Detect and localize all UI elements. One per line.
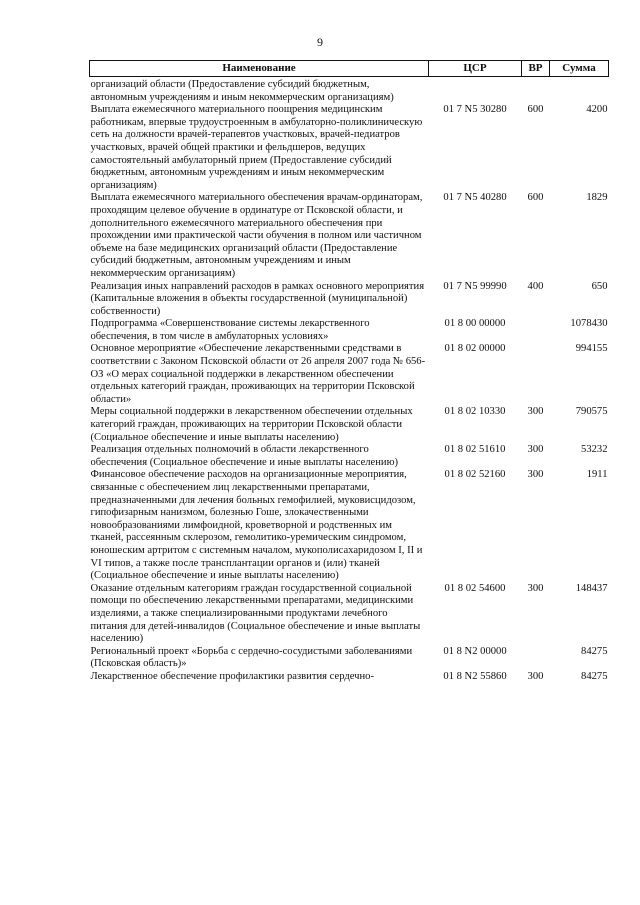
row-vr: 400 [527,280,544,292]
table-row [90,469,609,582]
row-sum: 994155 [575,343,608,355]
table-row [90,444,609,469]
row-name: Региональный проект «Борьба с сердечно-сосудистыми заболеваниями (Псковская область)» [90,645,413,670]
row-csr: 01 8 02 54600 [444,582,506,594]
budget-table [89,60,609,684]
table-row [90,343,609,406]
table-row [90,318,609,343]
row-sum: 1078430 [570,318,608,330]
row-vr: 300 [527,469,544,481]
row-name: Выплата ежемесячного материального обеспечения врачам-ординаторам, проходящим целевое обучение в ординатуре от Псковской области, и дополнительного ежемесячного материального обеспечения при прохождении ими практической части обучения в полном или частичном объеме на базе медицинских организаций области (Предоставление субсидий бюджетным, автономным учреждениям и иным некоммерческим организациям) [90,192,423,279]
column-header-name: Наименование [90,61,429,77]
row-name: Подпрограмма «Совершенствование системы лекарственного обеспечения, в том числе в амбулаторных условиях» [90,318,370,342]
row-vr: 300 [527,406,544,418]
column-header-vr: ВР [522,61,550,77]
row-name: Финансовое обеспечение расходов на организационные мероприятия, связанные с обеспечением лиц лекарственными препаратами, предназначенными для лечения больных гемофилией, муковисцидозом, гипофизарным нанизмом, болезнью Гоше, злокачественными новообразованиями лимфоидной, кроветворной и родственных им тканей, рассеянным склерозом, гемолитико-уремическим синдромом, юношеским артритом с системным началом, мукополисахаридозом I, II и VI типов, а также после трансплантации органов и (или) тканей (Социальное обеспечение и иные выплаты населению) [90,469,423,582]
row-name: Лекарственное обеспечение профилактики развития сердечно- [90,670,375,682]
row-sum: 1829 [586,192,608,204]
row-csr: 01 7 N5 30280 [443,104,507,116]
table-row [90,646,609,671]
row-sum: 84275 [581,670,608,682]
row-sum: 4200 [586,104,608,116]
row-vr [522,77,550,105]
table-row [90,77,609,105]
row-csr: 01 8 00 00000 [444,318,506,330]
row-name: Меры социальной поддержки в лекарственном обеспечении отдельных категорий граждан, проживающих на территории Псковской области (Социальное обеспечение и иные выплаты населению) [90,406,413,443]
table-row [90,671,609,684]
column-header-sum: Сумма [550,61,609,77]
row-vr: 300 [527,444,544,456]
table-row [90,406,609,444]
table-row [90,192,609,280]
row-csr: 01 8 02 52160 [444,469,506,481]
table-header-row [90,61,609,77]
row-sum: 148437 [575,582,608,594]
row-sum: 84275 [581,645,608,657]
row-csr [429,77,522,105]
column-header-csr: ЦСР [429,61,522,77]
row-name: Реализация иных направлений расходов в рамках основного мероприятия (Капитальные вложения в объекты государственной (муниципальной) собственности) [90,280,425,317]
row-vr [522,318,550,343]
row-csr: 01 7 N5 40280 [443,192,507,204]
row-name: Реализация отдельных полномочий в области лекарственного обеспечения (Социальное обеспечение и иные выплаты населению) [90,444,399,468]
row-name: Основное мероприятие «Обеспечение лекарственными средствами в соответствии с Законом Псковской области от 26 апреля 2007 года № 656-ОЗ «О мерах социальной поддержки в лекарственном обеспечении отдельных категорий граждан, проживающих на территории Псковской области» [90,343,426,405]
row-vr: 600 [527,104,544,116]
row-sum: 790575 [575,406,608,418]
row-sum: 1911 [586,469,608,481]
row-vr: 300 [527,670,544,682]
table-row [90,583,609,646]
page-number: 9 [317,35,323,49]
row-sum: 650 [591,280,608,292]
table-row [90,281,609,319]
row-csr: 01 8 02 51610 [444,444,506,456]
row-sum [550,77,609,105]
row-name: Выплата ежемесячного материального поощрения медицинским работникам, впервые трудоустроенным в амбулаторно-поликлиническую сеть на должности врачей-терапевтов участковых, врачей-педиатров участковых, врачей общей практики и фельдшеров, ведущих самостоятельный амбулаторный прием (Предоставление субсидий бюджетным, автономным учреждениям и иным некоммерческим организациям) [90,104,423,191]
row-vr [522,646,550,671]
row-csr: 01 8 N2 55860 [443,670,507,682]
row-name: Оказание отдельным категориям граждан государственной социальной помощи по обеспечению лекарственными препаратами, медицинскими изделиями, а также специализированными продуктами лечебного питания для детей-инвалидов (Социальное обеспечение и иные выплаты населению) [90,582,421,645]
row-vr: 300 [527,582,544,594]
row-vr [522,343,550,406]
row-csr: 01 8 02 00000 [444,343,506,355]
row-csr: 01 8 02 10330 [444,406,506,418]
row-csr: 01 8 N2 00000 [443,645,507,657]
row-sum: 53232 [581,444,608,456]
row-vr: 600 [527,192,544,204]
row-csr: 01 7 N5 99990 [443,280,507,292]
row-name: организаций области (Предоставление субсидий бюджетным, автономным учреждениям и иным некоммерческим организациям) [90,79,394,103]
table-row [90,104,609,192]
